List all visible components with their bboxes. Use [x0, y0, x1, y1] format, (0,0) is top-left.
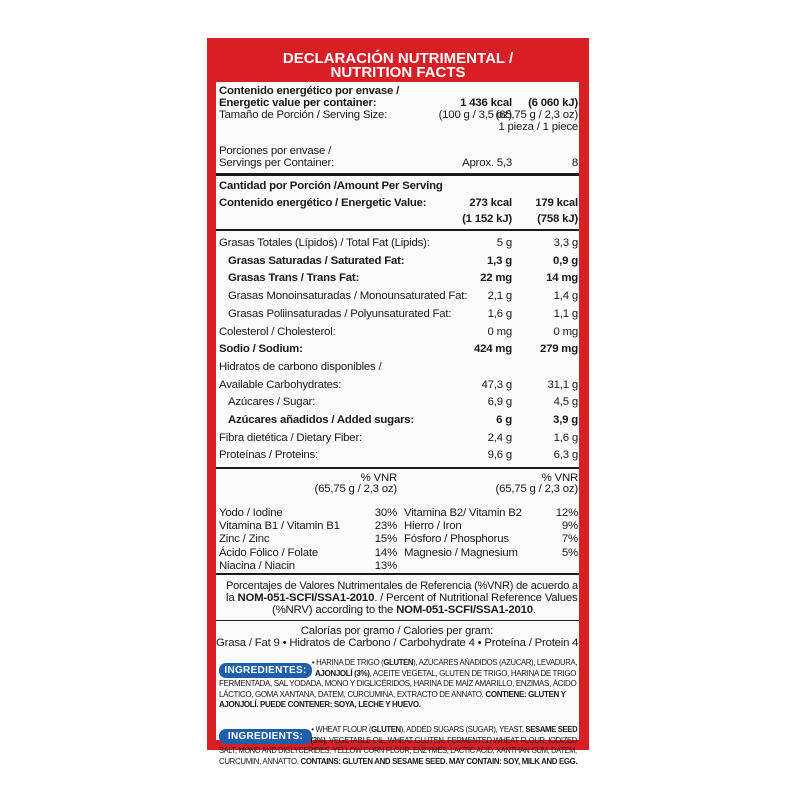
- nutrient-label: Azúcares añadidos / Added sugars:: [228, 414, 415, 426]
- amount-per-serving-label: Cantidad por Porción /Amount Per Serving: [219, 180, 443, 192]
- vnr-nutrient-name: Fósforo / Phosphorus: [404, 533, 509, 546]
- nutrient-value-100g: 22 mg: [480, 272, 512, 285]
- serving-size-piece: 1 pieza / 1 piece: [498, 121, 578, 133]
- vnr-percent: 7%: [561, 533, 578, 546]
- serving-size-portion: (65,75 g / 2,3 oz): [495, 109, 578, 121]
- header-title-en: NUTRITION FACTS: [330, 64, 466, 81]
- vnr-header-serving-left: (65,75 g / 2,3 oz): [314, 483, 397, 495]
- nutrient-value-100g: 0 mg: [487, 325, 512, 338]
- vnr-percent: 15%: [374, 533, 397, 546]
- nutrient-value-portion: 1,4 g: [553, 290, 578, 303]
- energy-container-kj: (6 060 kJ): [528, 97, 578, 109]
- divider-energy: [216, 229, 579, 231]
- nutrient-value-portion: 31,1 g: [547, 378, 578, 391]
- energy-serving-kj-portion: (758 kJ): [537, 213, 578, 225]
- nutrient-value-100g: 5 g: [496, 237, 512, 249]
- vnr-nutrient-name: Niacina / Niacin: [219, 559, 295, 572]
- nutrient-value-100g: 6 g: [496, 414, 512, 426]
- vnr-percent: 13%: [374, 559, 397, 572]
- energy-serving-kj-100g: (1 152 kJ): [462, 213, 512, 225]
- vnr-percent: 23%: [374, 520, 397, 533]
- calories-per-gram-values: Grasa / Fat 9 • Hidratos de Carbono / Carbohydrate 4 • Proteína / Protein 4: [216, 637, 579, 649]
- vnr-header-serving-right: (65,75 g / 2,3 oz): [495, 483, 578, 495]
- nutrient-value-portion: 3,3 g: [553, 237, 578, 249]
- nutrient-label: Grasas Poliinsaturadas / Polyunsaturated Fat:: [228, 307, 452, 320]
- nutrient-value-100g: 6,9 g: [487, 396, 512, 409]
- serving-size-100g: (100 g / 3,5 oz): [438, 109, 512, 121]
- nutrient-label: Fibra dietética / Dietary Fiber:: [219, 431, 362, 444]
- energy-serving-kcal-100g: 273 kcal: [469, 197, 512, 209]
- vnr-header-pct-left: % VNR: [360, 472, 397, 484]
- nutrient-value-100g: 1,3 g: [487, 254, 512, 267]
- nutrient-value-portion: 0 mg: [553, 325, 578, 338]
- reference-note-line3: (%NRV) according to the NOM-051-SCFI/SSA1-2010.: [272, 604, 536, 616]
- energy-container-kcal: 1 436 kcal: [460, 97, 512, 109]
- divider-nutrients: [216, 467, 579, 469]
- header-title-es: DECLARACIÓN NUTRIMENTAL /: [282, 50, 514, 67]
- vnr-percent: 9%: [561, 520, 578, 533]
- energy-serving-label: Contenido energético / Energetic Value:: [219, 197, 427, 209]
- servings-label-es: Porciones por envase /: [219, 145, 332, 157]
- nutrient-label: Hidratos de carbono disponibles /: [219, 360, 382, 373]
- nutrient-label: Available Carbohydrates:: [219, 378, 342, 391]
- nutrient-value-portion: 1,1 g: [553, 307, 578, 320]
- reference-note-line1: Porcentajes de Valores Nutrimentales de Referencia (%VNR) de acuerdo a: [226, 580, 578, 592]
- vnr-header-pct-right: % VNR: [541, 472, 578, 484]
- vnr-nutrient-name: Hierro / Iron: [404, 520, 462, 533]
- nutrient-label: Grasas Trans / Trans Fat:: [228, 272, 360, 285]
- nutrient-label: Grasas Totales (Lípidos) / Total Fat (Lipids):: [219, 237, 430, 249]
- calories-per-gram-title: Calorías por gramo / Calories per gram:: [300, 625, 494, 637]
- energy-container-label-es: Contenido energético por envase /: [219, 85, 400, 97]
- nutrient-value-portion: 0,9 g: [553, 254, 578, 267]
- serving-size-label: Tamaño de Porción / Serving Size:: [219, 109, 388, 121]
- nutrient-value-portion: 279 mg: [539, 343, 578, 356]
- energy-serving-kcal-portion: 179 kcal: [535, 197, 578, 209]
- vnr-percent: 30%: [374, 507, 397, 519]
- servings-100g: Aprox. 5,3: [462, 157, 512, 169]
- nutrient-value-portion: 3,9 g: [553, 414, 578, 426]
- vnr-nutrient-name: Vitamina B1 / Vitamin B1: [219, 520, 340, 533]
- divider-reference: [216, 620, 579, 621]
- nutrient-value-100g: 1,6 g: [487, 307, 512, 320]
- nutrient-value-100g: 9,6 g: [487, 449, 512, 462]
- nutrition-panel: [216, 82, 579, 766]
- ingredients-en-text: • WHEAT FLOUR (GLUTEN), ADDED SUGARS (SUGAR), YEAST, SESAME SEED (3%), VEGETABLE OIL, WHEAT GLUTEN, FERMENTED WHEAT FLOUR, IODIZED SALT, MONO AND DIGLYCERIDES, YELLOW CORN FLOUR, ENZYMES, LACTIC ACID, XANTHAN GUM, DATEM, CURCUMIN, ANNATTO. CONTAINS: GLUTEN AND SESAME SEED. MAY CONTAIN: SOY, MILK AND EGG.: [219, 725, 578, 766]
- nutrient-label: Colesterol / Cholesterol:: [219, 325, 336, 338]
- vnr-nutrient-name: Yodo / Iodine: [219, 507, 283, 519]
- nutrient-label: Grasas Monoinsaturadas / Monounsaturated Fat:: [228, 290, 468, 303]
- vnr-nutrient-name: Zinc / Zinc: [219, 533, 270, 546]
- nutrient-value-portion: 6,3 g: [553, 449, 578, 462]
- nutrient-label: Sodio / Sodium:: [219, 343, 303, 356]
- nutrient-value-100g: 2,4 g: [487, 431, 512, 444]
- vnr-percent: 12%: [555, 507, 578, 519]
- nutrient-value-portion: 4,5 g: [553, 396, 578, 409]
- vnr-percent: 5%: [561, 546, 578, 559]
- vnr-percent: 14%: [374, 546, 397, 559]
- nutrient-label: Proteínas / Proteins:: [219, 449, 318, 462]
- servings-portion: 8: [571, 157, 578, 169]
- nutrient-value-portion: 1,6 g: [553, 431, 578, 444]
- divider-thick: [216, 173, 579, 176]
- nutrient-value-100g: 2,1 g: [487, 290, 512, 303]
- ingredientes-badge: INGREDIENTES:: [219, 663, 312, 678]
- nutrient-label: Azúcares / Sugar:: [228, 396, 316, 409]
- ingredients-badge: INGREDIENTS:: [219, 729, 312, 744]
- label-header: [207, 38, 589, 82]
- nutrient-value-portion: 14 mg: [546, 272, 578, 285]
- reference-note-line2: la NOM-051-SCFI/SSA1-2010. / Percent of Nutritional Reference Values: [226, 592, 578, 604]
- ingredients-es-text: • HARINA DE TRIGO (GLUTEN), AZÚCARES AÑADIDOS (AZÚCAR), LEVADURA, AJONJOLÍ (3%), ACEITE VEGETAL, GLUTEN DE TRIGO, HARINA DE TRIGO FERMENTADA, SAL YODADA, MONO Y DIGLICÉRIDOS, HARINA DE MAÍZ AMARILLO, ENZIMAS, ÁCIDO LÁCTICO, GOMA XANTANA, DATEM, CURCUMINA, EXTRACTO DE ANNATO. CONTIENE: GLUTEN Y AJONJOLÍ. PUEDE CONTENER: SOYA, LECHE Y HUEVO.: [219, 658, 578, 710]
- vnr-nutrient-name: Magnesio / Magnesium: [404, 546, 518, 559]
- servings-label-en: Servings per Container:: [219, 157, 335, 169]
- divider-vnr: [216, 573, 579, 575]
- vnr-nutrient-name: Ácido Fólico / Folate: [219, 546, 318, 559]
- energy-container-label-en: Energetic value per container:: [219, 97, 377, 109]
- nutrient-value-100g: 424 mg: [473, 343, 512, 356]
- vnr-nutrient-name: Vitamina B2/ Vitamin B2: [404, 507, 522, 519]
- nutrition-label: [207, 38, 589, 766]
- nutrient-value-100g: 47,3 g: [481, 378, 512, 391]
- nutrient-label: Grasas Saturadas / Saturated Fat:: [228, 254, 405, 267]
